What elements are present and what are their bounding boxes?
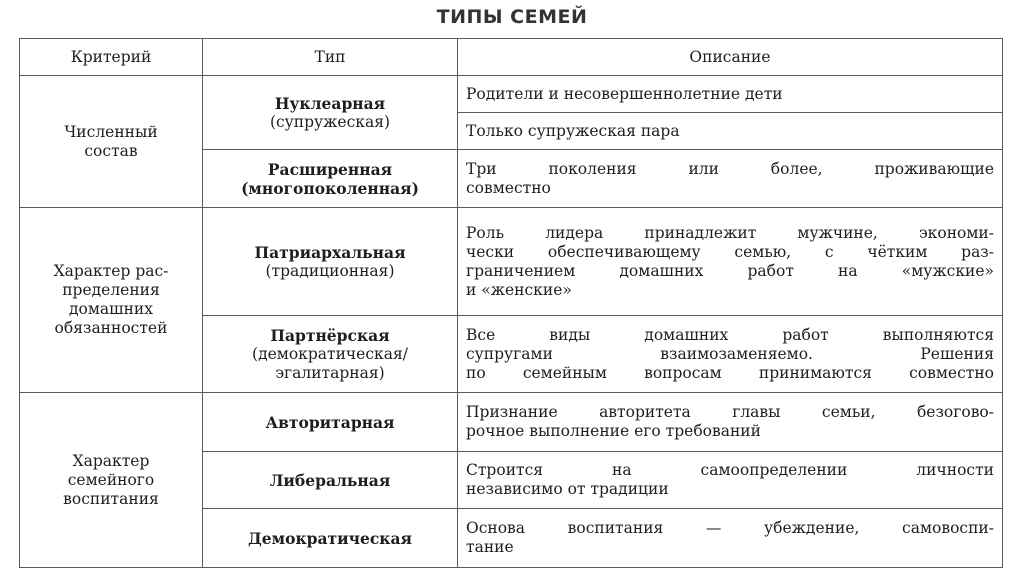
table-row	[20, 393, 1003, 452]
type-subtitle: (традиционная)	[265, 261, 395, 280]
type-subtitle: (супружеская)	[269, 112, 391, 131]
description-line: совместно	[466, 178, 551, 197]
criterion-cell	[20, 393, 203, 568]
description-line: Только супружеская пара	[466, 121, 680, 140]
description-line: Признание авторитета главы семьи, безогово-	[466, 403, 994, 422]
type-cell	[203, 315, 458, 393]
criterion-line: пределения	[62, 281, 160, 300]
description-line: тание	[466, 538, 514, 557]
type-name: Авторитарная	[265, 412, 395, 432]
page-title: ТИПЫ СЕМЕЙ	[436, 6, 588, 28]
description-line: граничением домашних работ на «мужские»	[466, 261, 994, 280]
type-cell	[203, 393, 458, 452]
type-subtitle: (многопоколенная)	[241, 178, 419, 198]
description-line: Основа воспитания — убеждение, самовоспи-	[466, 519, 994, 538]
criterion-line: Характер рас-	[53, 262, 169, 281]
description-line: и «женские»	[466, 280, 572, 299]
description-line: рочное выполнение его требований	[466, 422, 761, 441]
criterion-cell	[20, 208, 203, 393]
header-criterion: Критерий	[20, 39, 203, 76]
type-cell	[203, 452, 458, 509]
type-name: Либеральная	[269, 470, 391, 490]
type-cell	[203, 509, 458, 568]
type-name: Партнёрская	[270, 325, 390, 345]
header-type: Тип	[203, 39, 458, 76]
description-cell	[458, 509, 1003, 568]
description-cell	[458, 208, 1003, 315]
description-cell	[458, 150, 1003, 208]
description-line: Три поколения или более, проживающие	[466, 159, 994, 178]
description-cell	[458, 452, 1003, 509]
description-cell	[458, 113, 1003, 150]
type-name: Патриархальная	[254, 242, 406, 262]
description-line: Родители и несовершеннолетние дети	[466, 84, 783, 103]
description-line: по семейным вопросам принимаются совместно	[466, 363, 994, 382]
description-line: супругами взаимозаменяемо. Решения	[466, 344, 994, 363]
criterion-line: состав	[84, 141, 138, 160]
criterion-line: обязанностей	[54, 319, 168, 338]
type-subtitle: (демократическая/	[252, 344, 408, 363]
table-header-row	[20, 39, 1003, 76]
description-cell	[458, 315, 1003, 393]
table-row	[20, 208, 1003, 315]
criterion-line: воспитания	[63, 489, 159, 508]
criterion-cell	[20, 76, 203, 208]
type-name: Расширенная	[267, 159, 393, 179]
type-cell	[203, 150, 458, 208]
description-cell	[458, 393, 1003, 452]
type-name: Нуклеарная	[274, 93, 386, 113]
criterion-line: домашних	[69, 300, 153, 319]
description-cell	[458, 76, 1003, 113]
description-line: Все виды домашних работ выполняются	[466, 325, 994, 344]
criterion-line: семейного	[67, 470, 155, 489]
type-name: Демократическая	[248, 528, 412, 548]
description-line: независимо от традиции	[466, 480, 669, 499]
description-line: Строится на самоопределении личности	[466, 461, 994, 480]
description-line: Роль лидера принадлежит мужчине, экономи-	[466, 223, 994, 242]
criterion-line: Характер	[72, 451, 150, 470]
criterion-line: Численный	[64, 122, 158, 141]
description-line: чески обеспечивающему семью, с чётким раз-	[466, 242, 994, 261]
table-row	[20, 76, 1003, 113]
family-types-table	[19, 38, 1003, 568]
type-cell	[203, 208, 458, 315]
type-subtitle: эгалитарная)	[275, 363, 385, 382]
header-description: Описание	[458, 39, 1003, 76]
type-cell	[203, 76, 458, 150]
